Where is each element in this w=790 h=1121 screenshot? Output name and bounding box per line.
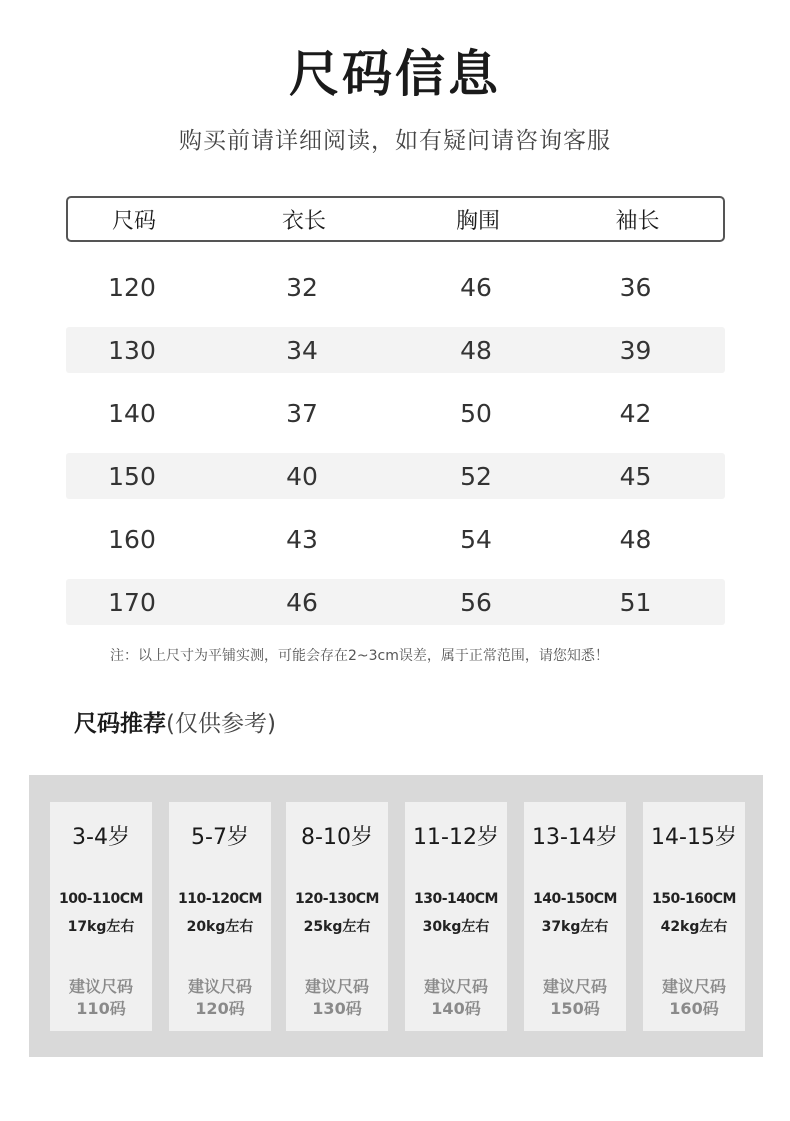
page-subtitle: 购买前请详细阅读，如有疑问请咨询客服 xyxy=(179,128,611,154)
card-weight: 20kg左右 xyxy=(186,919,254,935)
chest-cell: 52 xyxy=(460,461,492,491)
card-rec-size: 140码 xyxy=(431,999,481,1018)
card-height: 110-120CM xyxy=(178,891,262,907)
length-cell: 37 xyxy=(286,398,318,428)
card-weight: 30kg左右 xyxy=(422,919,490,935)
card-rec-size: 160码 xyxy=(669,999,719,1018)
size-cell: 150 xyxy=(108,461,156,491)
recommend-card xyxy=(643,802,745,1031)
sleeve-cell: 48 xyxy=(619,524,652,554)
card-rec-label: 建议尺码 xyxy=(423,977,488,996)
card-rec-size: 150码 xyxy=(550,999,600,1018)
card-age: 8-10岁 xyxy=(301,825,373,850)
sleeve-cell: 42 xyxy=(619,398,652,428)
page-title: 尺码信息 xyxy=(289,45,501,103)
card-height: 100-110CM xyxy=(59,891,143,907)
length-cell: 40 xyxy=(286,461,318,491)
card-weight: 42kg左右 xyxy=(660,919,728,935)
recommend-title-main: 尺码推荐 xyxy=(74,711,166,737)
card-rec-label: 建议尺码 xyxy=(304,977,369,996)
chest-cell: 48 xyxy=(460,335,492,365)
size-table-header xyxy=(66,196,725,242)
table-row xyxy=(66,516,725,562)
recommend-title xyxy=(74,705,276,738)
header-length: 衣长 xyxy=(281,208,326,234)
card-weight: 17kg左右 xyxy=(67,919,135,935)
recommend-panel xyxy=(29,775,763,1057)
table-row xyxy=(66,579,725,625)
size-cell: 140 xyxy=(108,398,156,428)
chest-cell: 50 xyxy=(460,398,492,428)
recommend-title-note: (仅供参考) xyxy=(166,711,276,737)
size-table-body xyxy=(66,264,725,642)
card-height: 120-130CM xyxy=(295,891,379,907)
card-rec-size: 130码 xyxy=(312,999,362,1018)
chest-cell: 56 xyxy=(460,587,492,617)
card-height: 140-150CM xyxy=(533,891,617,907)
sleeve-cell: 45 xyxy=(619,461,652,491)
table-row xyxy=(66,264,725,310)
card-age: 14-15岁 xyxy=(651,825,737,850)
chest-cell: 46 xyxy=(460,272,492,302)
length-cell: 43 xyxy=(286,524,318,554)
header-chest: 胸围 xyxy=(455,208,500,234)
card-rec-label: 建议尺码 xyxy=(68,977,133,996)
sleeve-cell: 39 xyxy=(619,335,652,365)
measurement-note: 注：以上尺寸为平铺实测，可能会存在2~3cm误差，属于正常范围，请您知悉！ xyxy=(110,648,609,664)
length-cell: 46 xyxy=(286,587,318,617)
card-age: 13-14岁 xyxy=(532,825,618,850)
sleeve-cell: 36 xyxy=(619,272,652,302)
size-cell: 170 xyxy=(108,587,156,617)
header-size: 尺码 xyxy=(111,208,156,234)
card-rec-label: 建议尺码 xyxy=(542,977,607,996)
length-cell: 34 xyxy=(286,335,318,365)
sleeve-cell: 51 xyxy=(619,587,652,617)
table-row xyxy=(66,327,725,373)
header-sleeve: 袖长 xyxy=(615,208,660,234)
card-rec-label: 建议尺码 xyxy=(187,977,252,996)
card-rec-label: 建议尺码 xyxy=(661,977,726,996)
card-weight: 25kg左右 xyxy=(303,919,371,935)
card-age: 5-7岁 xyxy=(191,825,249,850)
length-cell: 32 xyxy=(286,272,318,302)
chest-cell: 54 xyxy=(460,524,492,554)
recommend-card xyxy=(524,802,626,1031)
recommend-card xyxy=(405,802,507,1031)
card-height: 150-160CM xyxy=(652,891,736,907)
card-rec-size: 120码 xyxy=(195,999,245,1018)
card-age: 3-4岁 xyxy=(72,825,130,850)
card-age: 11-12岁 xyxy=(413,825,499,850)
table-row xyxy=(66,453,725,499)
size-cell: 160 xyxy=(108,524,156,554)
card-rec-size: 110码 xyxy=(76,999,126,1018)
recommend-card xyxy=(50,802,152,1031)
table-row xyxy=(66,390,725,436)
recommend-card xyxy=(169,802,271,1031)
recommend-card xyxy=(286,802,388,1031)
card-height: 130-140CM xyxy=(414,891,498,907)
card-weight: 37kg左右 xyxy=(541,919,609,935)
size-cell: 120 xyxy=(108,272,156,302)
size-cell: 130 xyxy=(108,335,156,365)
